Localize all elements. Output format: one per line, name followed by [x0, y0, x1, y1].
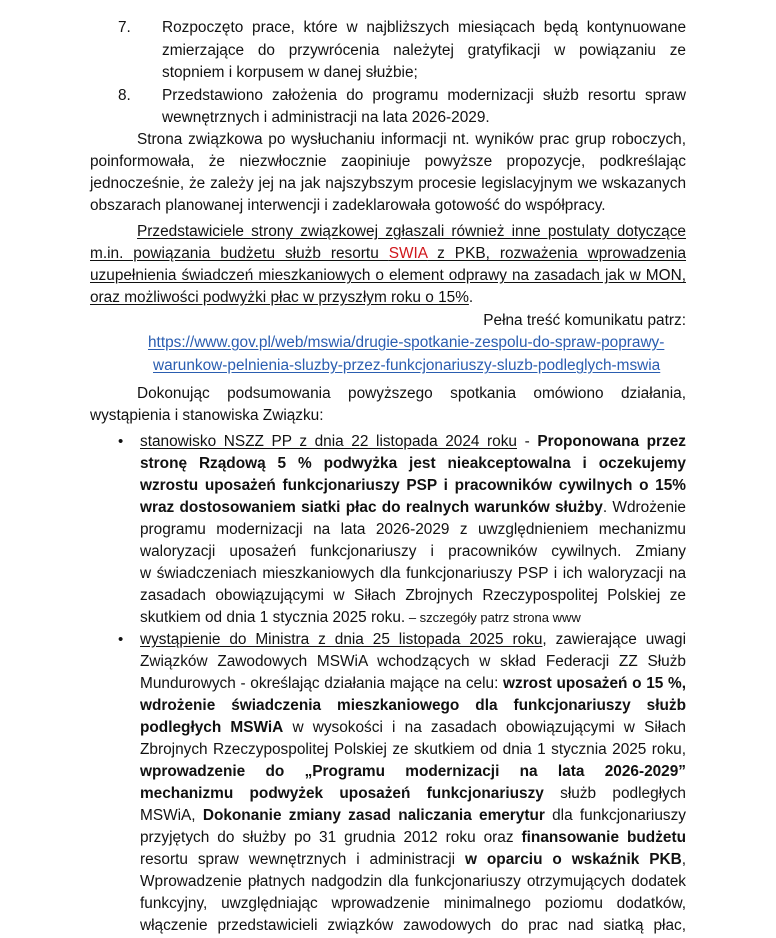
- bullet2-line-3: Mundurowych - określając działania mające na celu: wzrost uposażeń o 15 %,: [140, 675, 686, 692]
- bullet2-line-14: włączenie przedstawicieli związków zawodowych do prac nad siatką płac,: [140, 917, 686, 934]
- bullet-icon: •: [118, 631, 124, 648]
- bullet1-line-6: waloryzacji uposażeń funkcjonariuszy i pracowników cywilnych. Zmiany: [140, 543, 686, 560]
- bullet1-line-3: wzrostu uposażeń funkcjonariuszy PSP i pracowników cywilnych o 15%: [140, 477, 686, 494]
- para1-line-4: obszarach planowanej interwencji i zadeklarowała gotowość do współpracy.: [90, 197, 606, 214]
- bullet-icon: •: [118, 433, 124, 450]
- bullet2-line-4: wdrożenie świadczenia mieszkaniowego dla funkcjonariuszy służb: [140, 697, 686, 714]
- para1-line-2: poinformowała, że niezwłocznie zaopiniuje powyższe propozycje, podkreślając: [90, 153, 686, 170]
- para1-line-1: Strona związkowa po wysłuchaniu informacji nt. wyników prac grup roboczych,: [137, 131, 686, 148]
- bullet2-line-10: przyjętych do służby po 31 grudnia 2012 roku oraz finansowanie budżetu: [140, 829, 686, 846]
- bullet2-line-11: resortu spraw wewnętrznych i administracji w oparciu o wskaźnik PKB,: [140, 851, 686, 868]
- source-label: Pełna treść komunikatu patrz:: [483, 312, 686, 329]
- item-8-line-2: wewnętrznych i administracji na lata 2026-2029.: [162, 109, 490, 126]
- item-7-line-1: Rozpoczęto prace, które w najbliższych miesiącach będą kontynuowane: [162, 19, 686, 36]
- bullet2-line-1: wystąpienie do Ministra z dnia 25 listopada 2025 roku, zawierające uwagi: [140, 631, 686, 648]
- bullet2-line-6: Zbrojnych Rzeczypospolitej Polskiej ze skutkiem od dnia 1 stycznia 2025 roku,: [140, 741, 686, 758]
- item-7-line-3: stopniem i korpusem w danej służbie;: [162, 64, 418, 81]
- item-number-7: 7.: [118, 19, 131, 36]
- bullet2-line-13: funkcyjny, uwzględniając wprowadzenie minimalnego poziomu dodatków,: [140, 895, 686, 912]
- bullet2-line-7: wprowadzenie do „Programu modernizacji na lata 2026-2029”: [140, 763, 686, 780]
- summary-line-1: Dokonując podsumowania powyższego spotkania omówiono działania,: [137, 385, 686, 402]
- bullet1-line-5: programu modernizacji na lata 2026-2029 z uwzględnieniem mechanizmu: [140, 521, 686, 538]
- bullet2-line-2: Związków Zawodowych MSWiA wchodzących w skład Federacji ZZ Służb: [140, 653, 686, 670]
- bullet2-line-12: Wprowadzenie płatnych nadgodzin dla funkcjonariuszy otrzymujących dodatek: [140, 873, 686, 890]
- item-number-8: 8.: [118, 87, 131, 104]
- bullet2-line-5: podległych MSWiA w wysokości i na zasadach obowiązującymi w Siłach: [140, 719, 686, 736]
- para2-line-4: oraz możliwości podwyżki płac w przyszłym roku o 15%.: [90, 289, 474, 306]
- bullet1-line-9: skutkiem od dnia 1 stycznia 2025 roku. – szczegóły patrz strona www: [140, 609, 581, 626]
- bullet1-line-2: stronę Rządową 5 % podwyżka jest nieakceptowalna i oczekujemy: [140, 455, 686, 472]
- para2-line-2: m.in. powiązania budżetu służb resortu SWIA z PKB, rozważenia wprowadzenia: [90, 245, 687, 262]
- bullet1-line-7: w świadczeniach mieszkaniowych dla funkcjonariuszy PSP i ich waloryzacji na: [140, 565, 686, 582]
- swia-highlight: SWIA: [388, 245, 428, 262]
- source-link-line-1[interactable]: https://www.gov.pl/web/mswia/drugie-spotkanie-zespolu-do-spraw-poprawy-: [148, 334, 665, 351]
- bullet1-line-4: wraz dostosowaniem siatki płac do realnych warunków służby. Wdrożenie: [140, 499, 686, 516]
- bullet1-line-8: zasadach obowiązującymi w Siłach Zbrojnych Rzeczypospolitej Polskiej ze: [140, 587, 686, 604]
- summary-line-2: wystąpienia i stanowiska Związku:: [90, 407, 324, 424]
- bullet2-line-9: MSWiA, Dokonanie zmiany zasad naliczania emerytur dla funkcjonariuszy: [140, 807, 686, 824]
- para2-line-3: uzupełnienia świadczeń mieszkaniowych o element odprawy na zasadach jak w MON,: [90, 267, 686, 284]
- para2-line-1: Przedstawiciele strony związkowej zgłaszali również inne postulaty dotyczące: [137, 223, 686, 240]
- item-8-line-1: Przedstawiono założenia do programu modernizacji służb resortu spraw: [162, 87, 686, 104]
- bullet2-line-8: mechanizmu podwyżek uposażeń funkcjonariuszy służb podległych: [140, 785, 686, 802]
- bullet1-line-1: stanowisko NSZZ PP z dnia 22 listopada 2024 roku - Proponowana przez: [140, 433, 686, 450]
- para1-line-3: jednocześnie, że zależy jej na jak najszybszym procesie legislacyjnym we wskazanych: [90, 175, 686, 192]
- item-7-line-2: zmierzające do przywrócenia należytej gratyfikacji w powiązaniu ze: [162, 42, 686, 59]
- source-link-line-2[interactable]: warunkow-pelnienia-sluzby-przez-funkcjonariuszy-sluzb-podleglych-mswia: [153, 357, 661, 374]
